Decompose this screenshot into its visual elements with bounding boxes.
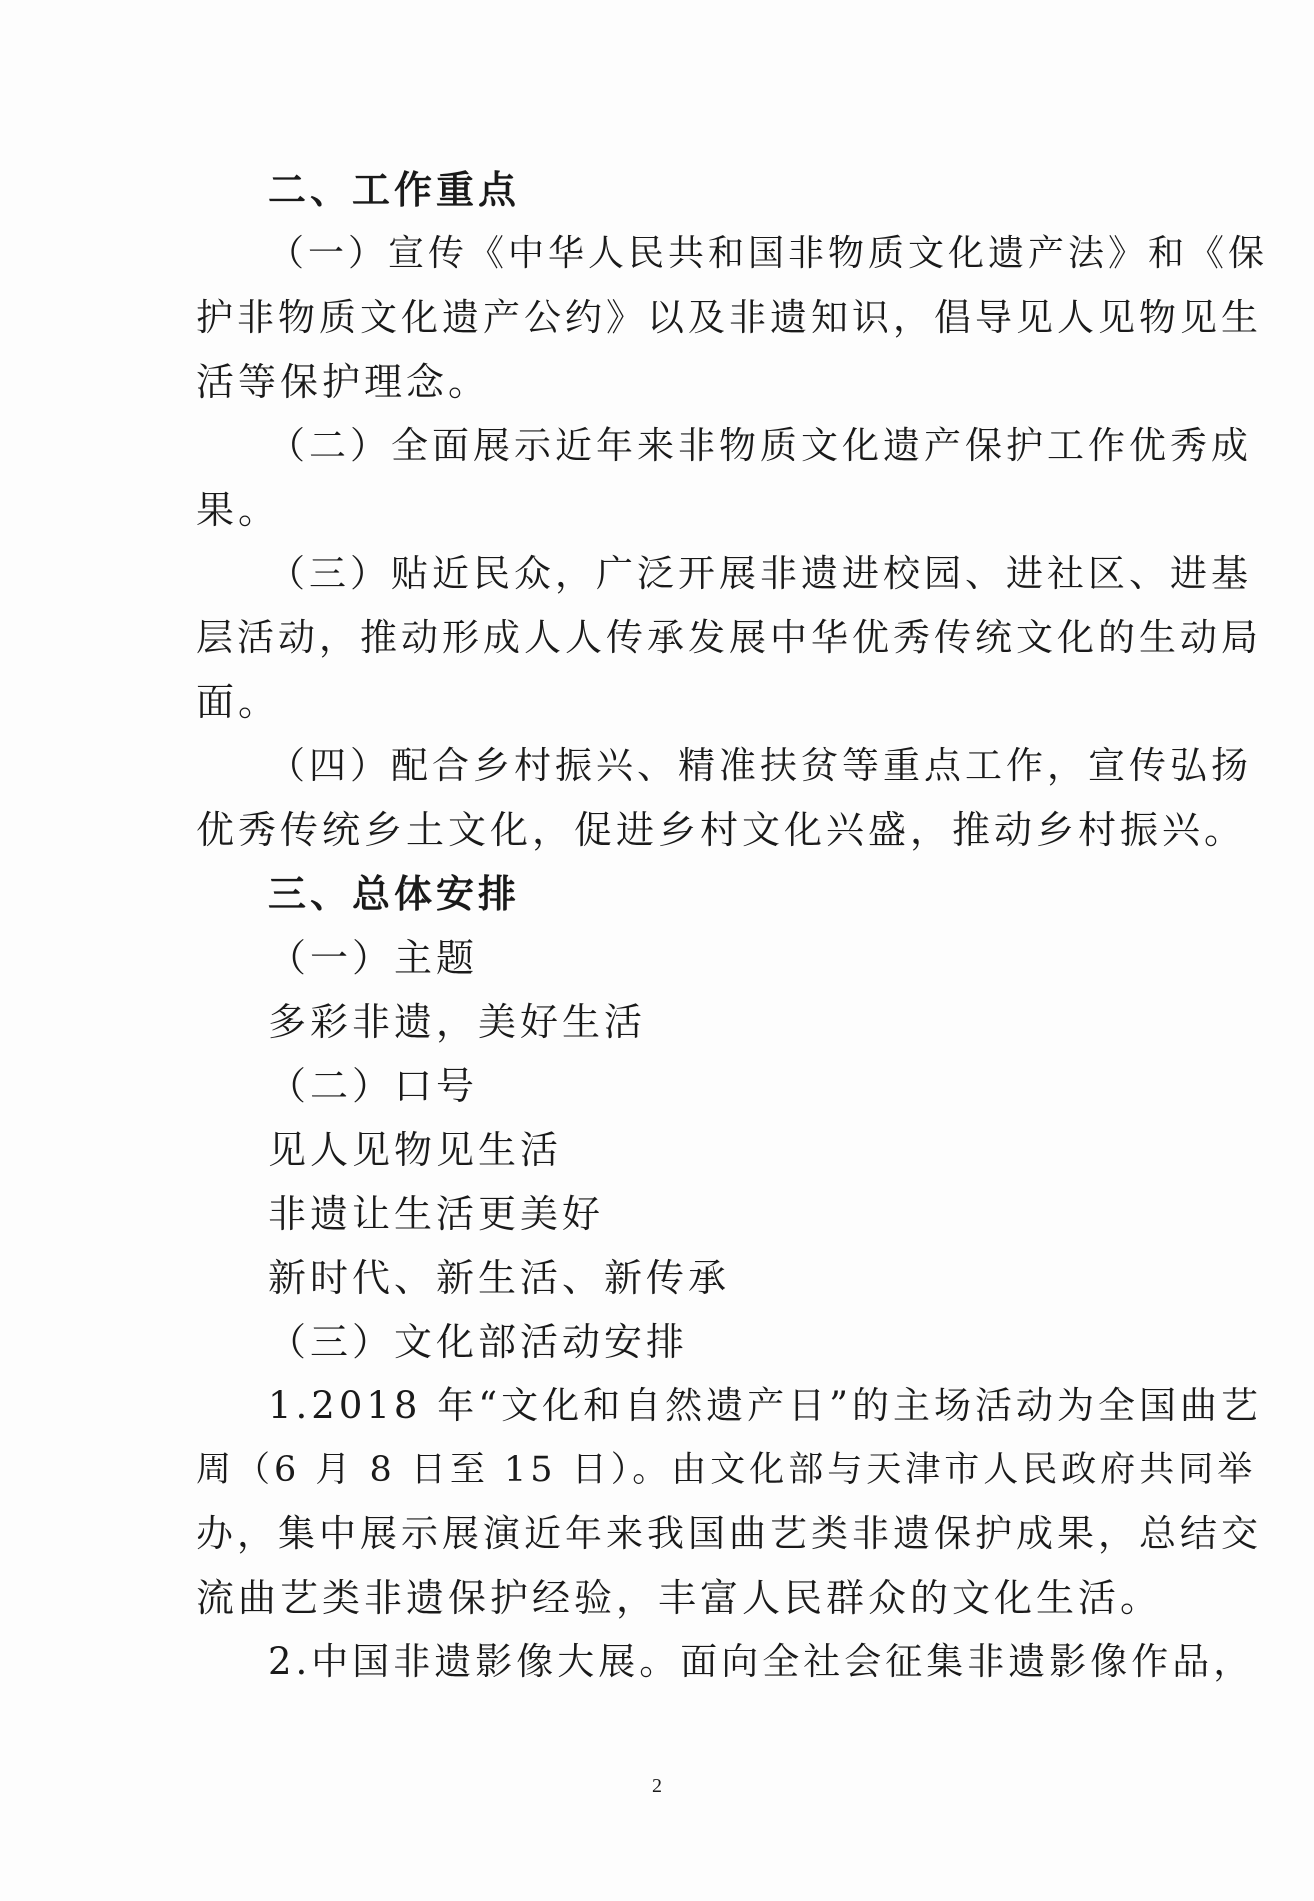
page-number: 2 — [652, 1775, 662, 1797]
text-line: 办，集中展示展演近年来我国曲艺类非遗保护成果，总结交 — [196, 1512, 1262, 1555]
text-line: 周（6 月 8 日至 15 日）。由文化部与天津市人民政府共同举 — [196, 1450, 1257, 1490]
text-line: （三）贴近民众，广泛开展非遗进校园、进社区、进基 — [268, 552, 1252, 595]
text-line: 层活动，推动形成人人传承发展中华优秀传统文化的生动局 — [196, 616, 1262, 659]
text-line: （二）口号 — [268, 1064, 479, 1108]
text-line: （三）文化部活动安排 — [268, 1320, 689, 1364]
text-line: （一）主题 — [268, 936, 479, 980]
text-line: 多彩非遗，美好生活 — [268, 1000, 647, 1044]
text-line: （二）全面展示近年来非物质文化遗产保护工作优秀成 — [268, 424, 1252, 467]
text-line: 非遗让生活更美好 — [268, 1192, 605, 1236]
text-line: 新时代、新生活、新传承 — [268, 1256, 731, 1300]
text-line: 护非物质文化遗产公约》以及非遗知识，倡导见人见物见生 — [196, 296, 1262, 339]
text-line: （四）配合乡村振兴、精准扶贫等重点工作，宣传弘扬 — [268, 744, 1252, 787]
text-line: 1.2018 年“文化和自然遗产日”的主场活动为全国曲艺 — [268, 1384, 1263, 1427]
text-line: 果。 — [196, 488, 281, 532]
text-line: 2.中国非遗影像大展。面向全社会征集非遗影像作品， — [268, 1640, 1255, 1683]
section-heading: 三、总体安排 — [268, 871, 521, 916]
text-line: 优秀传统乡土文化，促进乡村文化兴盛，推动乡村振兴。 — [196, 808, 1247, 852]
document-body — [196, 158, 1269, 1694]
text-line: （一）宣传《中华人民共和国非物质文化遗产法》和《保 — [268, 233, 1269, 274]
text-line: 见人见物见生活 — [268, 1128, 563, 1172]
text-line: 活等保护理念。 — [196, 360, 491, 404]
text-line: 面。 — [196, 680, 281, 724]
section-heading: 二、工作重点 — [268, 167, 521, 212]
text-line: 流曲艺类非遗保护经验，丰富人民群众的文化生活。 — [196, 1576, 1163, 1620]
